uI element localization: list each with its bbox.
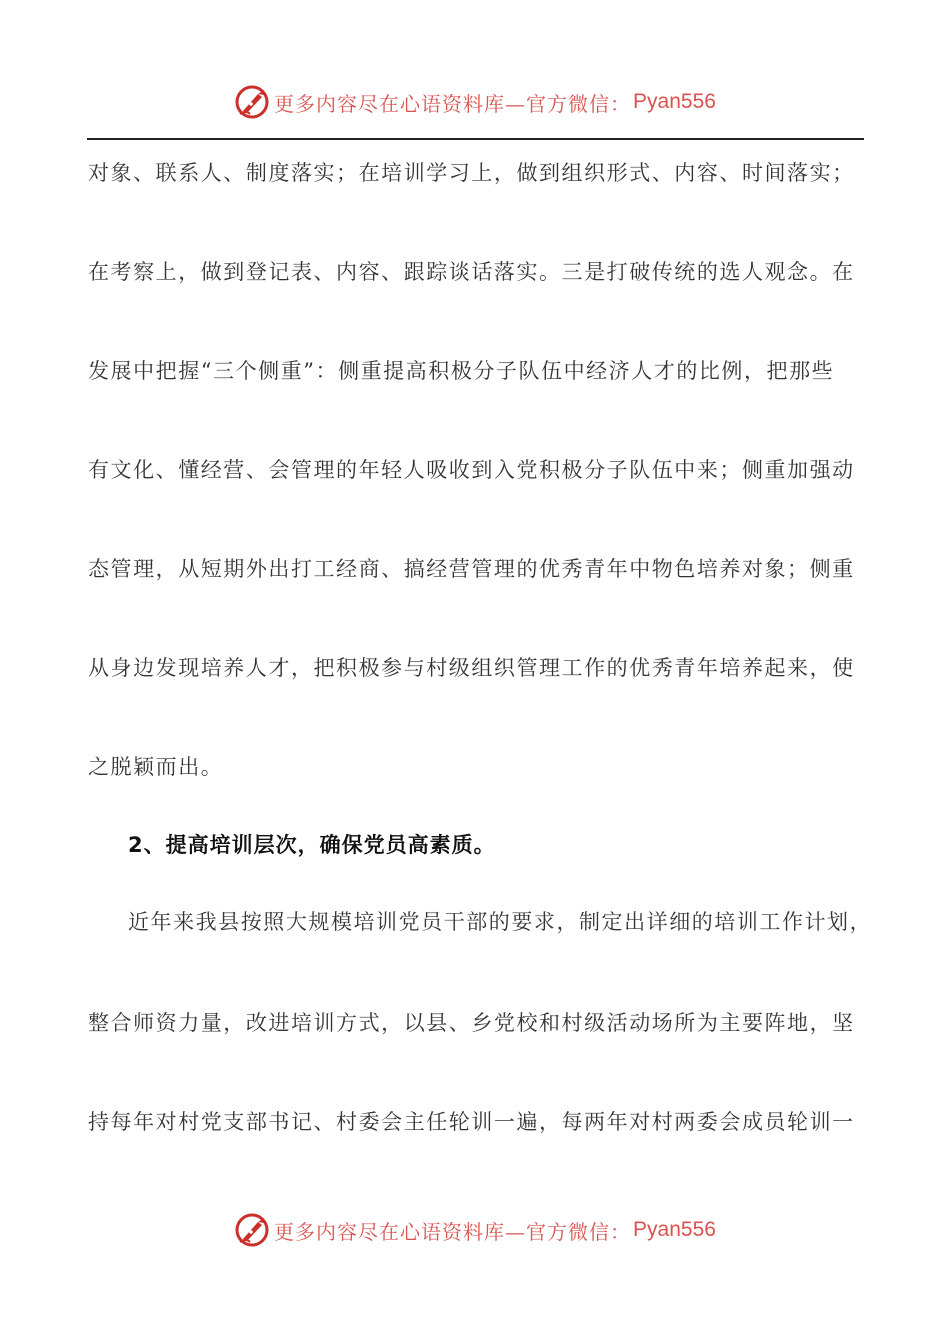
body-line-6: 从身边发现培养人才，把积极参与村级组织管理工作的优秀青年培养起来，使 bbox=[88, 656, 855, 680]
section-heading: 2、提高培训层次，确保党员高素质。 bbox=[128, 833, 496, 857]
body-line-4: 有文化、懂经营、会管理的年轻人吸收到入党积极分子队伍中来；侧重加强动 bbox=[88, 458, 855, 482]
footer-banner bbox=[0, 1208, 950, 1252]
pen-nib-logo-icon bbox=[234, 1212, 270, 1248]
header-banner-text: 更多内容尽在心语资料库—官方微信： bbox=[274, 91, 632, 116]
body-line-2: 在考察上，做到登记表、内容、跟踪谈话落实。三是打破传统的选人观念。在 bbox=[88, 260, 855, 284]
body-line-1: 对象、联系人、制度落实；在培训学习上，做到组织形式、内容、时间落实； bbox=[88, 161, 855, 185]
body-line-3: 发展中把握“三个侧重”：侧重提高积极分子队伍中经济人才的比例，把那些 bbox=[88, 359, 835, 383]
body-line-7: 之脱颖而出。 bbox=[88, 755, 224, 779]
section-line-2: 整合师资力量，改进培训方式，以县、乡党校和村级活动场所为主要阵地，坚 bbox=[88, 1011, 855, 1035]
body-line-5: 态管理，从短期外出打工经商、搞经营管理的优秀青年中物色培养对象；侧重 bbox=[88, 557, 855, 581]
section-line-1: 近年来我县按照大规模培训党员干部的要求，制定出详细的培训工作计划， bbox=[128, 910, 873, 934]
header-banner bbox=[0, 80, 950, 124]
header-divider bbox=[87, 138, 864, 140]
pen-nib-logo-icon bbox=[234, 84, 270, 120]
section-line-3: 持每年对村党支部书记、村委会主任轮训一遍，每两年对村两委会成员轮训一 bbox=[88, 1110, 855, 1134]
footer-banner-wechat-id: Pyan556 bbox=[633, 1218, 716, 1241]
footer-banner-text: 更多内容尽在心语资料库—官方微信： bbox=[274, 1219, 632, 1244]
header-banner-wechat-id: Pyan556 bbox=[633, 90, 716, 113]
